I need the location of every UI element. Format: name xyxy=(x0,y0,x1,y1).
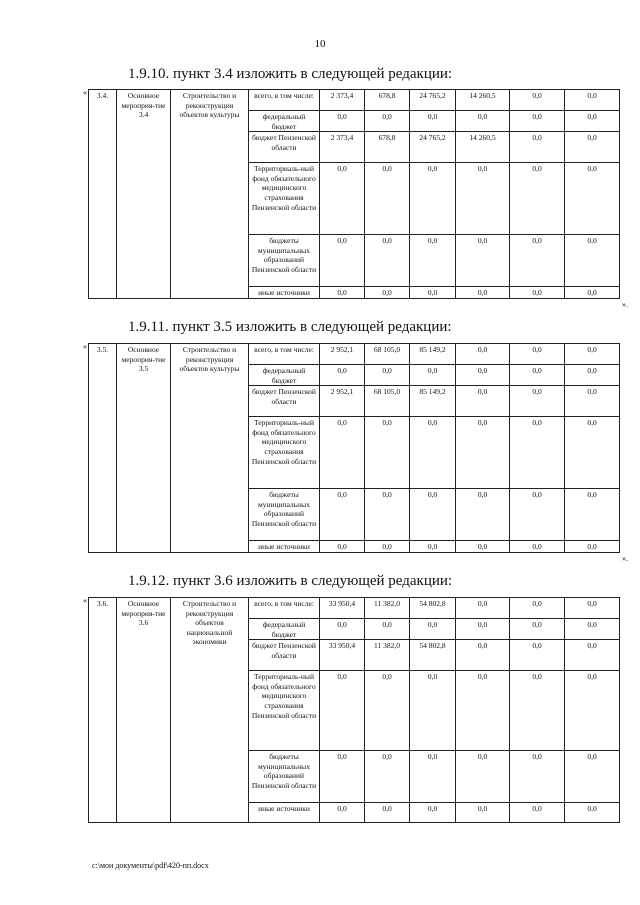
value-cell: 0,0 xyxy=(320,803,365,823)
value-cell: 0,0 xyxy=(565,598,620,619)
source-total: всего, в том числе: xyxy=(249,598,320,619)
value-cell: 0,0 xyxy=(456,619,510,640)
value-cell: 0,0 xyxy=(365,489,410,541)
source-other: иные источники xyxy=(249,541,320,553)
value-cell: 0,0 xyxy=(365,111,410,132)
value-cell: 68 105,0 xyxy=(365,344,410,365)
value-cell: 14 260,5 xyxy=(456,90,510,111)
funding-table-3-6 xyxy=(88,597,620,823)
measure-description: Строительство и реконструкция объектов культуры xyxy=(171,90,249,299)
value-cell: 0,0 xyxy=(565,619,620,640)
value-cell: 0,0 xyxy=(410,619,456,640)
value-cell: 0,0 xyxy=(510,287,565,299)
value-cell: 33 950,4 xyxy=(320,598,365,619)
value-cell: 0,0 xyxy=(565,132,620,163)
value-cell: 24 765,2 xyxy=(410,90,456,111)
value-cell: 0,0 xyxy=(410,365,456,386)
source-total: всего, в том числе: xyxy=(249,90,320,111)
value-cell: 14 260,5 xyxy=(456,132,510,163)
value-cell: 0,0 xyxy=(320,541,365,553)
value-cell: 0,0 xyxy=(365,163,410,235)
value-cell: 24 765,2 xyxy=(410,132,456,163)
quote-open-mark: « xyxy=(83,596,87,605)
value-cell: 0,0 xyxy=(510,671,565,751)
value-cell: 0,0 xyxy=(410,235,456,287)
value-cell: 0,0 xyxy=(565,671,620,751)
row-number: 3.5. xyxy=(89,344,117,553)
value-cell: 0,0 xyxy=(410,489,456,541)
value-cell: 0,0 xyxy=(456,287,510,299)
value-cell: 0,0 xyxy=(565,489,620,541)
value-cell: 0,0 xyxy=(365,235,410,287)
quote-open-mark: « xyxy=(83,88,87,97)
value-cell: 678,8 xyxy=(365,132,410,163)
value-cell: 2 373,4 xyxy=(320,132,365,163)
footer-file-path: c:\мои документы\pdf\420-пп.docx xyxy=(92,861,209,870)
value-cell: 0,0 xyxy=(510,235,565,287)
funding-table-3-5 xyxy=(88,343,620,553)
value-cell: 0,0 xyxy=(456,803,510,823)
value-cell: 0,0 xyxy=(456,598,510,619)
value-cell: 0,0 xyxy=(410,751,456,803)
source-total: всего, в том числе: xyxy=(249,344,320,365)
value-cell: 0,0 xyxy=(510,803,565,823)
value-cell: 0,0 xyxy=(510,751,565,803)
source-federal: федеральный бюджет xyxy=(249,365,320,386)
value-cell: 0,0 xyxy=(365,619,410,640)
value-cell: 11 382,0 xyxy=(365,640,410,671)
value-cell: 0,0 xyxy=(456,344,510,365)
value-cell: 0,0 xyxy=(565,163,620,235)
value-cell: 0,0 xyxy=(320,287,365,299)
value-cell: 0,0 xyxy=(320,365,365,386)
value-cell: 0,0 xyxy=(410,111,456,132)
value-cell: 0,0 xyxy=(510,598,565,619)
page-number: 10 xyxy=(314,38,326,50)
section-heading-3-4: 1.9.10. пункт 3.4 изложить в следующей редакции: xyxy=(128,66,453,82)
value-cell: 0,0 xyxy=(410,287,456,299)
value-cell: 0,0 xyxy=(320,417,365,489)
source-municipal: бюджеты муниципальных образований Пензенской области xyxy=(249,235,320,287)
value-cell: 0,0 xyxy=(456,417,510,489)
value-cell: 0,0 xyxy=(456,386,510,417)
value-cell: 0,0 xyxy=(320,163,365,235)
value-cell: 0,0 xyxy=(456,235,510,287)
value-cell: 0,0 xyxy=(365,541,410,553)
value-cell: 0,0 xyxy=(510,344,565,365)
source-federal: федеральный бюджет xyxy=(249,619,320,640)
value-cell: 2 952,1 xyxy=(320,344,365,365)
value-cell: 0,0 xyxy=(365,803,410,823)
value-cell: 0,0 xyxy=(510,365,565,386)
value-cell: 54 802,8 xyxy=(410,598,456,619)
value-cell: 0,0 xyxy=(510,541,565,553)
source-regional: бюджет Пензенской области xyxy=(249,386,320,417)
value-cell: 0,0 xyxy=(510,417,565,489)
value-cell: 0,0 xyxy=(456,489,510,541)
value-cell: 0,0 xyxy=(410,671,456,751)
value-cell: 0,0 xyxy=(320,111,365,132)
value-cell: 68 105,0 xyxy=(365,386,410,417)
value-cell: 85 149,2 xyxy=(410,344,456,365)
measure-name: Основное мероприя-тие 3.5 xyxy=(117,344,171,553)
value-cell: 0,0 xyxy=(456,163,510,235)
value-cell: 0,0 xyxy=(565,235,620,287)
source-other: иные источники xyxy=(249,287,320,299)
value-cell: 0,0 xyxy=(510,386,565,417)
value-cell: 85 149,2 xyxy=(410,386,456,417)
value-cell: 11 382,0 xyxy=(365,598,410,619)
value-cell: 0,0 xyxy=(365,751,410,803)
value-cell: 0,0 xyxy=(565,111,620,132)
value-cell: 0,0 xyxy=(510,619,565,640)
value-cell: 0,0 xyxy=(565,386,620,417)
value-cell: 0,0 xyxy=(456,111,510,132)
value-cell: 678,8 xyxy=(365,90,410,111)
quote-close-mark: ». xyxy=(622,300,628,309)
value-cell: 0,0 xyxy=(320,751,365,803)
value-cell: 0,0 xyxy=(510,132,565,163)
measure-description: Строительство и реконструкция объектов культуры xyxy=(171,344,249,553)
value-cell: 0,0 xyxy=(410,163,456,235)
value-cell: 0,0 xyxy=(410,541,456,553)
source-health-fund: Территориаль-ный фонд обязательного медицинского страхования Пензенской области xyxy=(249,417,320,489)
value-cell: 0,0 xyxy=(365,671,410,751)
value-cell: 54 802,8 xyxy=(410,640,456,671)
value-cell: 0,0 xyxy=(365,287,410,299)
source-municipal: бюджеты муниципальных образований Пензенской области xyxy=(249,489,320,541)
value-cell: 33 950,4 xyxy=(320,640,365,671)
source-health-fund: Территориаль-ный фонд обязательного медицинского страхования Пензенской области xyxy=(249,163,320,235)
value-cell: 0,0 xyxy=(365,365,410,386)
section-heading-3-6: 1.9.12. пункт 3.6 изложить в следующей редакции: xyxy=(128,573,453,589)
value-cell: 0,0 xyxy=(565,365,620,386)
value-cell: 0,0 xyxy=(456,751,510,803)
value-cell: 0,0 xyxy=(320,619,365,640)
value-cell: 0,0 xyxy=(510,90,565,111)
row-number: 3.6. xyxy=(89,598,117,823)
funding-table-3-4 xyxy=(88,89,620,299)
section-heading-3-5: 1.9.11. пункт 3.5 изложить в следующей редакции: xyxy=(128,319,452,335)
value-cell: 0,0 xyxy=(510,163,565,235)
source-regional: бюджет Пензенской области xyxy=(249,640,320,671)
value-cell: 0,0 xyxy=(565,287,620,299)
value-cell: 0,0 xyxy=(565,344,620,365)
value-cell: 0,0 xyxy=(320,235,365,287)
source-federal: федеральный бюджет xyxy=(249,111,320,132)
value-cell: 0,0 xyxy=(510,640,565,671)
value-cell: 0,0 xyxy=(456,671,510,751)
value-cell: 0,0 xyxy=(410,803,456,823)
value-cell: 0,0 xyxy=(565,541,620,553)
value-cell: 2 952,1 xyxy=(320,386,365,417)
value-cell: 0,0 xyxy=(410,417,456,489)
value-cell: 0,0 xyxy=(456,640,510,671)
value-cell: 0,0 xyxy=(565,751,620,803)
value-cell: 2 373,4 xyxy=(320,90,365,111)
value-cell: 0,0 xyxy=(456,541,510,553)
source-regional: бюджет Пензенской области xyxy=(249,132,320,163)
value-cell: 0,0 xyxy=(565,640,620,671)
value-cell: 0,0 xyxy=(510,111,565,132)
value-cell: 0,0 xyxy=(565,417,620,489)
measure-name: Основное мероприя-тие 3.6 xyxy=(117,598,171,823)
value-cell: 0,0 xyxy=(320,489,365,541)
source-other: иные источники xyxy=(249,803,320,823)
quote-close-mark: ». xyxy=(622,554,628,563)
source-health-fund: Территориаль-ный фонд обязательного медицинского страхования Пензенской области xyxy=(249,671,320,751)
measure-description: Строительство и реконструкция объектов национальной экономики xyxy=(171,598,249,823)
value-cell: 0,0 xyxy=(565,803,620,823)
value-cell: 0,0 xyxy=(320,671,365,751)
row-number: 3.4. xyxy=(89,90,117,299)
measure-name: Основное мероприя-тие 3.4 xyxy=(117,90,171,299)
source-municipal: бюджеты муниципальных образований Пензенской области xyxy=(249,751,320,803)
value-cell: 0,0 xyxy=(365,417,410,489)
quote-open-mark: « xyxy=(83,342,87,351)
value-cell: 0,0 xyxy=(565,90,620,111)
value-cell: 0,0 xyxy=(456,365,510,386)
value-cell: 0,0 xyxy=(510,489,565,541)
